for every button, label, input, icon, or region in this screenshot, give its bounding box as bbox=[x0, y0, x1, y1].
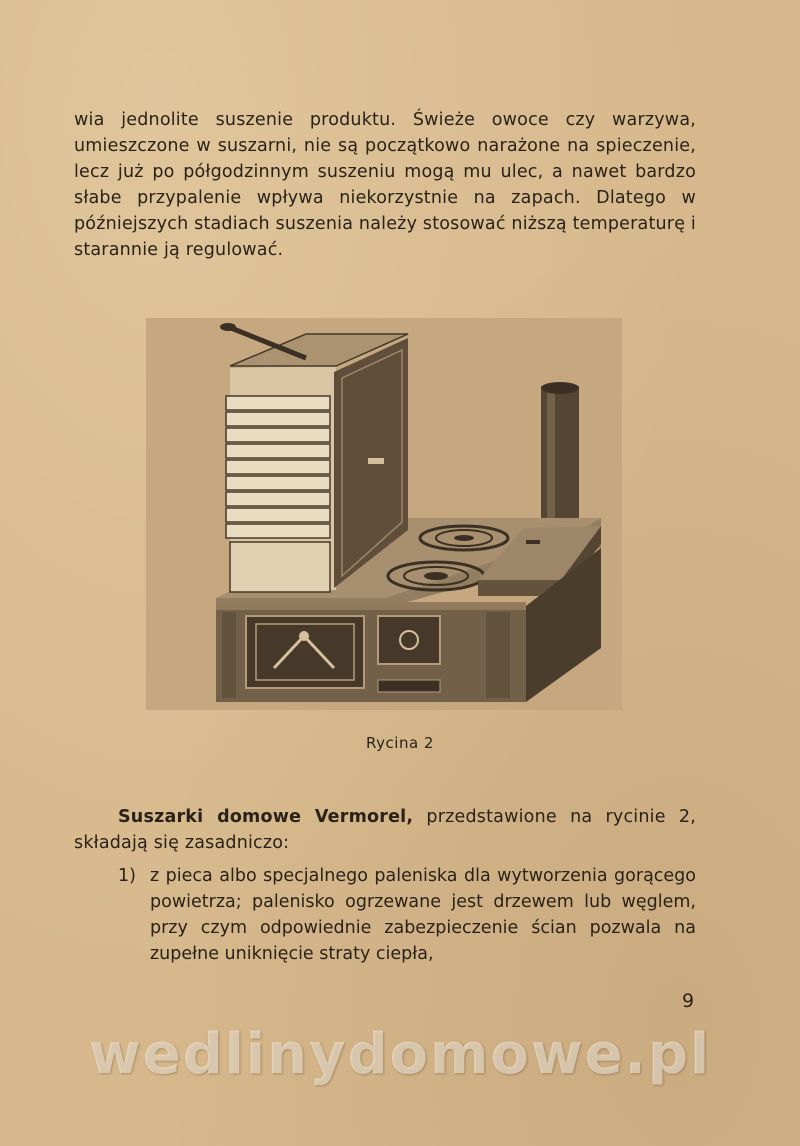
paragraph-intro bbox=[74, 107, 696, 263]
page-number: 9 bbox=[682, 990, 695, 1012]
paragraph-vermorel-text bbox=[74, 804, 696, 856]
list-item bbox=[118, 863, 696, 967]
bold-lead: Suszarki domowe Vermorel, bbox=[118, 807, 414, 827]
paragraph-vermorel bbox=[74, 804, 696, 856]
list-item-text: z pieca albo specjalnego paleniska dla wytworzenia gorącego powietrza; palenisko ogrzewane jest drzewem lub węglem, przy czym odpowiednie zabezpieczenie ścian pozwala na zupełne uniknięcie straty ciepła, bbox=[150, 866, 696, 964]
paragraph-vermorel-rest: przedstawione na rycinie 2, składają się zasadniczo: bbox=[74, 807, 696, 853]
figure-stove-dryer bbox=[146, 318, 622, 710]
watermark: wedlinydomowe.pl bbox=[88, 1022, 712, 1087]
paragraph-intro-text: wia jednolite suszenie produktu. Świeże owoce czy warzywa, umieszczone w suszarni, nie są początkowo narażone na spieczenie, lecz już po półgodzinnym suszeniu mogą mu ulec, a nawet bardzo słabe przypalenie wpływa niekorzystnie na zapach. Dlatego w późniejszych stadiach suszenia należy stosować niższą temperaturę i starannie ją regulować. bbox=[74, 110, 696, 260]
stove-with-dryer-illustration bbox=[146, 318, 622, 710]
figure-caption: Rycina 2 bbox=[366, 734, 434, 752]
list-item-number: 1) bbox=[118, 866, 136, 886]
